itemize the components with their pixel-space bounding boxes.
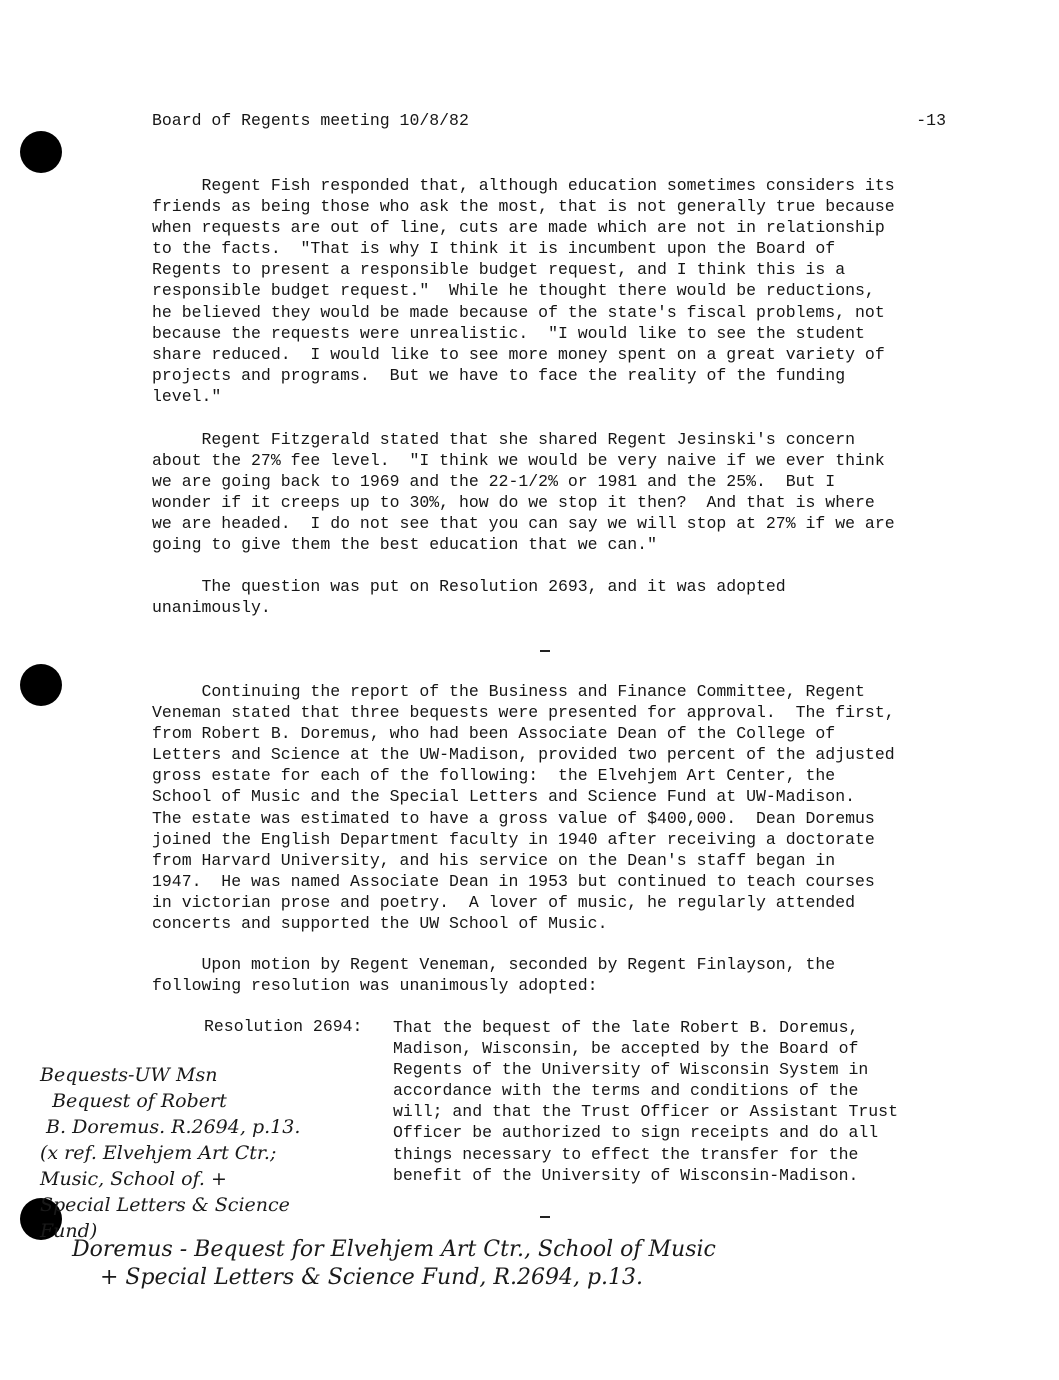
- page-number: -13: [916, 111, 946, 130]
- paragraph-motion: Upon motion by Regent Veneman, seconded by Regent Finlayson, the following resolution was unanimously adopted:: [152, 955, 836, 996]
- handwritten-footer-note: Doremus - Bequest for Elvehjem Art Ctr., School of Music + Special Letters & Science Fund, R.2694, p.13.: [72, 1237, 716, 1290]
- resolution-text: That the bequest of the late Robert B. Doremus, Madison, Wisconsin, be accepted by the Board of Regents of the University of Wisconsin System in accordance with the terms and conditions of the will; and that the Trust Officer or Assistant Trust Officer be authorized to sign receipts and do all things necessary to effect the transfer for the benefit of the University of Wisconsin-Madison.: [393, 1018, 898, 1185]
- punch-hole-middle: [20, 664, 62, 706]
- punch-hole-top: [20, 131, 62, 173]
- paragraph-resolution-2693: The question was put on Resolution 2693, and it was adopted unanimously.: [152, 577, 786, 618]
- paragraph-bequests-report: Continuing the report of the Business and Finance Committee, Regent Veneman stated that three bequests were presented for approval. The first, from Robert B. Doremus, who had been Associate Dean of the College of Letters and Science at the UW-Madison, provided two percent of the adjusted gross estate for each of the following: the Elvehjem Art Center, the School of Music and the Special Letters and Science Fund at UW-Madison. The estate was estimated to have a gross value of $400,000. Dean Doremus joined the English Department faculty in 1940 after receiving a doctorate from Harvard University, and his service on the Dean's staff began in 1947. He was named Associate Dean in 1953 but continued to teach courses in victorian prose and poetry. A lover of music, he regularly attended concerts and supported the UW School of Music.: [152, 682, 895, 934]
- page-title: Board of Regents meeting 10/8/82: [152, 111, 469, 130]
- page-header: [152, 111, 946, 130]
- section-divider: [540, 650, 550, 652]
- paragraph-regent-fish: Regent Fish responded that, although education sometimes considers its friends as being those who ask the most, that is not generally true because when requests are out of line, cuts are made which are not in relationship to the facts. "That is why I think it is incumbent upon the Board of Regents to present a responsible budget request, and I think this is a responsible budget request." While he thought there would be reductions, he believed they would be made because of the state's fiscal problems, not because the requests were unrealistic. "I would like to see the student share reduced. I would like to see more money spent on a great variety of projects and programs. But we have to face the reality of the funding level.": [152, 176, 895, 406]
- paragraph-regent-fitzgerald: Regent Fitzgerald stated that she shared Regent Jesinski's concern about the 27% fee level. "I think we would be very naive if we ever think we are going back to 1969 and the 22-1/2% or 1981 and the 25%. But I wonder if it creeps up to 30%, how do we stop it then? And that is where we are headed. I do not see that you can say we will stop at 27% if we are going to give them the best education that we can.": [152, 430, 895, 555]
- handwritten-margin-note: Bequests-UW Msn Bequest of Robert B. Doremus. R.2694, p.13. (x ref. Elvehjem Art Ctr.; Music, School of. + Special Letters & Science Fund): [40, 1064, 301, 1242]
- resolution-label: Resolution 2694:: [204, 1017, 363, 1036]
- section-divider: [540, 1216, 550, 1218]
